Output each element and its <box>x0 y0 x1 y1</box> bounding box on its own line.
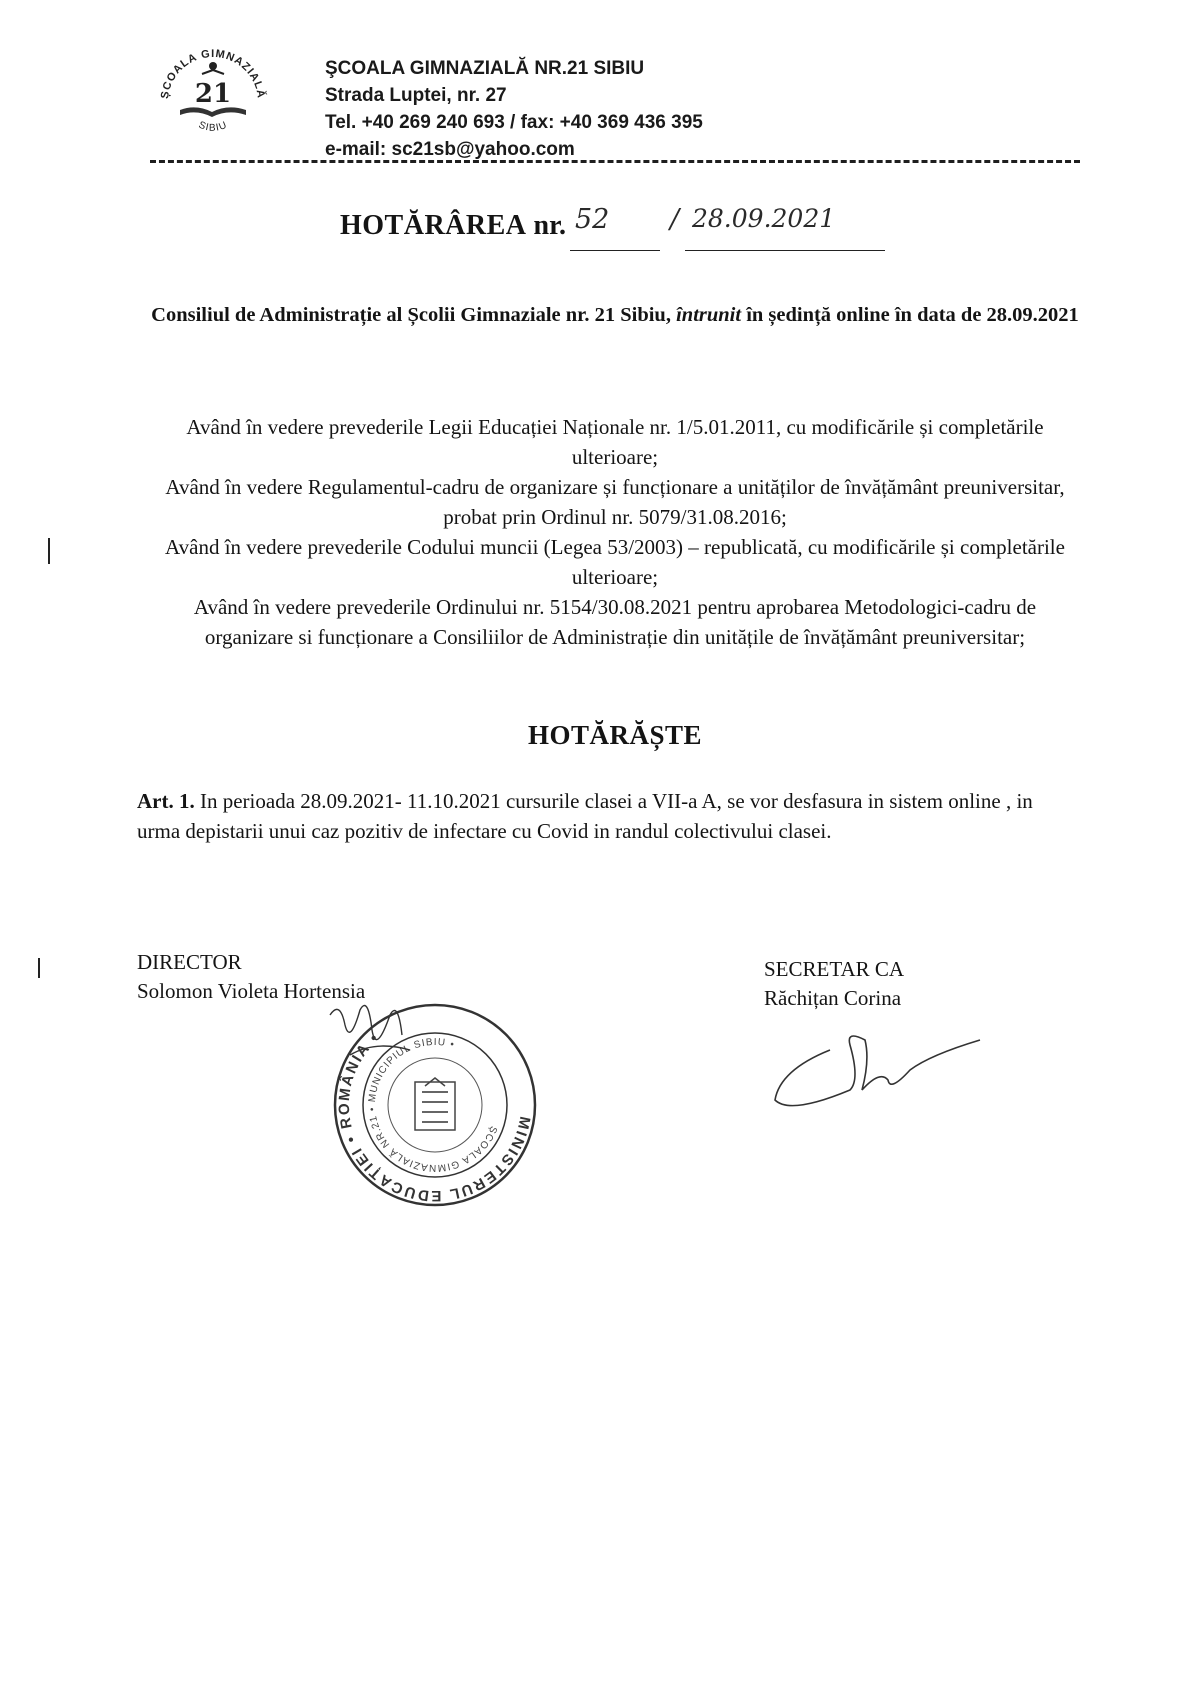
number-underline <box>570 250 660 251</box>
date-underline <box>685 250 885 251</box>
school-phone-fax: Tel. +40 269 240 693 / fax: +40 369 436 395 <box>325 112 703 133</box>
title-label: HOTĂRÂREA <box>340 210 527 241</box>
scan-mark <box>48 538 50 564</box>
logo-arc-top: ȘCOALA GIMNAZIALĂ <box>159 47 268 100</box>
logo-arc-bottom: SIBIU <box>196 119 230 134</box>
logo-number: 21 <box>194 79 232 109</box>
secretary-title: SECRETAR CA <box>764 957 905 981</box>
council-part-3: în ședință online în data de 28.09.2021 <box>746 304 1079 326</box>
considerations <box>150 412 1080 652</box>
scan-mark <box>38 958 40 978</box>
decision-title <box>340 204 836 242</box>
school-address: Strada Luptei, nr. 27 <box>325 85 507 106</box>
council-part-1: Consiliul de Administrație al Școlii Gimnaziale nr. 21 Sibiu, <box>151 304 671 326</box>
stamp-inner-text: ȘCOALA GIMNAZIALĂ NR.21 • MUNICIPIUL SIBIU • <box>366 1036 499 1174</box>
school-name: ŞCOALA GIMNAZIALĂ NR.21 SIBIU <box>325 58 645 79</box>
article-label: Art. 1. <box>137 789 195 813</box>
director-title: DIRECTOR <box>137 950 242 974</box>
secretary-name: Răchițan Corina <box>764 986 902 1010</box>
school-email: e-mail: sc21sb@yahoo.com <box>325 139 575 160</box>
consideration-item: Având în vedere prevederile Legii Educației Naționale nr. 1/5.01.2011, cu modificările și completările ulterioare; <box>186 415 1044 469</box>
consideration-item: Având în vedere prevederile Codului muncii (Legea 53/2003) – republicată, cu modificările și completările ulterioare; <box>165 535 1065 589</box>
consideration-item: Având în vedere prevederile Ordinului nr. 5154/30.08.2021 pentru aprobarea Metodologici-cadru de organizare si funcționare a Consiliilor de Administrație din unitățile de învățământ preuniversitar; <box>193 595 1037 649</box>
article-text: In perioada 28.09.2021- 11.10.2021 cursurile clasei a VII-a A, se vor desfasura in sistem online , in urma depistarii unui caz pozitiv de infectare cu Covid in randul colectivului clasei. <box>137 789 1033 843</box>
decision-heading: HOTĂRĂȘTE <box>527 720 703 750</box>
letterhead <box>325 55 703 163</box>
consideration-item: Având în vedere Regulamentul-cadru de organizare și funcționare a unităților de învățământ preuniversitar, probat prin Ordinul nr. 5079/31.08.2016; <box>165 475 1065 529</box>
title-separator: / <box>670 204 680 235</box>
council-part-2: întrunit <box>676 304 742 326</box>
letterhead-divider <box>150 160 1080 163</box>
secretary-signature <box>770 1020 1000 1130</box>
decision-number: 52 <box>575 204 610 235</box>
stamp-outer-text: MINISTERUL EDUCAȚIEI • ROMÂNIA • <box>335 1028 534 1205</box>
school-logo <box>150 40 275 140</box>
director-name: Solomon Violeta Hortensia <box>137 979 366 1003</box>
svg-text:SIBIU <box>197 120 229 134</box>
decision-date: 28.09.2021 <box>692 204 836 233</box>
secretary-block <box>764 955 904 1013</box>
council-statement <box>150 300 1080 331</box>
director-signature <box>320 995 440 1085</box>
title-nr-label: nr. <box>533 210 566 241</box>
article-1 <box>137 786 1057 846</box>
